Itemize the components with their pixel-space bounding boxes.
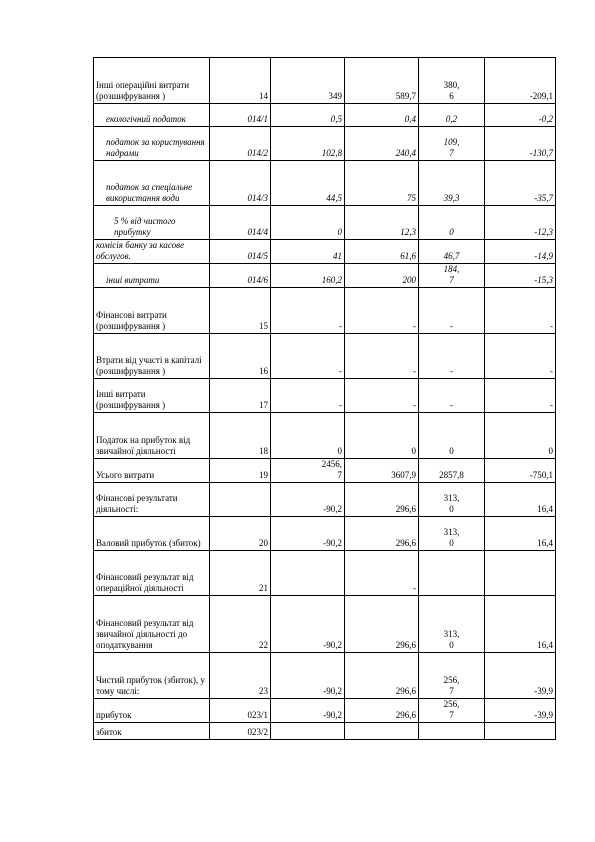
value-cell: 313, 0	[419, 517, 485, 551]
table-row	[94, 551, 556, 596]
value-cell: 349	[271, 58, 345, 104]
row-label: екологічний податок	[94, 104, 210, 127]
value-cell: 0	[271, 413, 345, 459]
table-row	[94, 699, 556, 723]
value-cell: -90,2	[271, 596, 345, 653]
value-cell: -12,3	[485, 206, 556, 240]
row-code: 023/2	[210, 723, 271, 740]
value-cell: -	[419, 379, 485, 413]
row-label: інші витрати	[94, 264, 210, 288]
value-cell: -	[485, 334, 556, 379]
value-cell: 0	[419, 206, 485, 240]
value-cell: 313, 0	[419, 596, 485, 653]
value-cell: -35,7	[485, 161, 556, 206]
row-code: 023/1	[210, 699, 271, 723]
row-code: 22	[210, 596, 271, 653]
row-label: Фінансові результати діяльності:	[94, 483, 210, 517]
value-cell: -14,9	[485, 240, 556, 264]
value-cell: 0	[419, 413, 485, 459]
value-cell: 16,4	[485, 596, 556, 653]
row-code: 20	[210, 517, 271, 551]
row-code: 014/3	[210, 161, 271, 206]
row-label: Фінансовий результат від звичайної діяльності до оподаткування	[94, 596, 210, 653]
value-cell: -	[271, 334, 345, 379]
value-cell: 296,6	[345, 596, 419, 653]
table-row	[94, 264, 556, 288]
value-cell: 61,6	[345, 240, 419, 264]
row-code: 014/6	[210, 264, 271, 288]
value-cell	[271, 551, 345, 596]
value-cell: 296,6	[345, 483, 419, 517]
row-code: 21	[210, 551, 271, 596]
value-cell: 184, 7	[419, 264, 485, 288]
value-cell: 109, 7	[419, 127, 485, 161]
row-code: 19	[210, 459, 271, 483]
table-row	[94, 334, 556, 379]
row-label: прибуток	[94, 699, 210, 723]
value-cell: 0	[271, 206, 345, 240]
table-row	[94, 459, 556, 483]
value-cell: 44,5	[271, 161, 345, 206]
value-cell: 0,2	[419, 104, 485, 127]
row-code: 014/1	[210, 104, 271, 127]
row-label: податок за користування надрами	[94, 127, 210, 161]
value-cell: -	[345, 379, 419, 413]
value-cell: -	[345, 288, 419, 334]
value-cell: 589,7	[345, 58, 419, 104]
value-cell: 39,3	[419, 161, 485, 206]
table-row	[94, 240, 556, 264]
value-cell: 256, 7	[419, 653, 485, 699]
value-cell: 313, 0	[419, 483, 485, 517]
value-cell: 0,4	[345, 104, 419, 127]
table-row	[94, 58, 556, 104]
value-cell: -15,3	[485, 264, 556, 288]
row-label: комісія банку за касове обслугов.	[94, 240, 210, 264]
value-cell: 380, 6	[419, 58, 485, 104]
value-cell: 256, 7	[419, 699, 485, 723]
row-label: Фінансовий результат від операційної діяльності	[94, 551, 210, 596]
value-cell: 16,4	[485, 483, 556, 517]
row-label: 5 % від чистого прибутку	[94, 206, 210, 240]
value-cell: 160,2	[271, 264, 345, 288]
value-cell: -0,2	[485, 104, 556, 127]
value-cell	[271, 723, 345, 740]
value-cell: 296,6	[345, 517, 419, 551]
row-code: 18	[210, 413, 271, 459]
value-cell: -	[271, 288, 345, 334]
value-cell: -750,1	[485, 459, 556, 483]
value-cell: 2456, 7	[271, 459, 345, 483]
row-label: Валовий прибуток (збиток)	[94, 517, 210, 551]
value-cell: 41	[271, 240, 345, 264]
table-row	[94, 127, 556, 161]
value-cell: -	[419, 288, 485, 334]
row-code: 17	[210, 379, 271, 413]
value-cell	[345, 723, 419, 740]
row-code: 14	[210, 58, 271, 104]
value-cell: -90,2	[271, 517, 345, 551]
value-cell: 0	[345, 413, 419, 459]
row-label: Інші витрати (розшифрування )	[94, 379, 210, 413]
row-label: Фінансові витрати (розшифрування )	[94, 288, 210, 334]
value-cell: -	[485, 288, 556, 334]
value-cell: -39,9	[485, 699, 556, 723]
value-cell	[419, 551, 485, 596]
value-cell: -90,2	[271, 653, 345, 699]
table-row	[94, 288, 556, 334]
value-cell: 0,5	[271, 104, 345, 127]
row-code: 014/5	[210, 240, 271, 264]
value-cell: -	[485, 379, 556, 413]
value-cell: 200	[345, 264, 419, 288]
table-row	[94, 483, 556, 517]
value-cell: 0	[485, 413, 556, 459]
value-cell: 75	[345, 161, 419, 206]
table-row	[94, 104, 556, 127]
value-cell: 12,3	[345, 206, 419, 240]
row-code: 16	[210, 334, 271, 379]
financial-table	[93, 57, 556, 740]
value-cell: -39,9	[485, 653, 556, 699]
row-label: Податок на прибуток від звичайної діяльності	[94, 413, 210, 459]
row-code	[210, 483, 271, 517]
value-cell: -130,7	[485, 127, 556, 161]
table-row	[94, 517, 556, 551]
value-cell: 2857,8	[419, 459, 485, 483]
table-row	[94, 596, 556, 653]
row-label: Втрати від участі в капіталі (розшифрування )	[94, 334, 210, 379]
row-label: Чистий прибуток (збиток), у тому числі:	[94, 653, 210, 699]
value-cell: 240,4	[345, 127, 419, 161]
value-cell: 46,7	[419, 240, 485, 264]
row-code: 15	[210, 288, 271, 334]
table-row	[94, 206, 556, 240]
value-cell: -	[419, 334, 485, 379]
value-cell: -90,2	[271, 699, 345, 723]
value-cell: 102,8	[271, 127, 345, 161]
row-code: 014/4	[210, 206, 271, 240]
value-cell: 296,6	[345, 699, 419, 723]
value-cell: 296,6	[345, 653, 419, 699]
value-cell: -209,1	[485, 58, 556, 104]
table-row	[94, 723, 556, 740]
value-cell: 3607,9	[345, 459, 419, 483]
row-label: податок за спеціальне використання води	[94, 161, 210, 206]
row-label: Інші операційні витрати (розшифрування )	[94, 58, 210, 104]
row-label: Усього витрати	[94, 459, 210, 483]
value-cell: -	[345, 551, 419, 596]
value-cell: -90,2	[271, 483, 345, 517]
value-cell	[485, 723, 556, 740]
table-row	[94, 379, 556, 413]
table-row	[94, 413, 556, 459]
row-code: 23	[210, 653, 271, 699]
value-cell	[485, 551, 556, 596]
value-cell: -	[345, 334, 419, 379]
value-cell: -	[271, 379, 345, 413]
table-row	[94, 161, 556, 206]
table-row	[94, 653, 556, 699]
value-cell	[419, 723, 485, 740]
row-code: 014/2	[210, 127, 271, 161]
value-cell: 16,4	[485, 517, 556, 551]
row-label: збиток	[94, 723, 210, 740]
